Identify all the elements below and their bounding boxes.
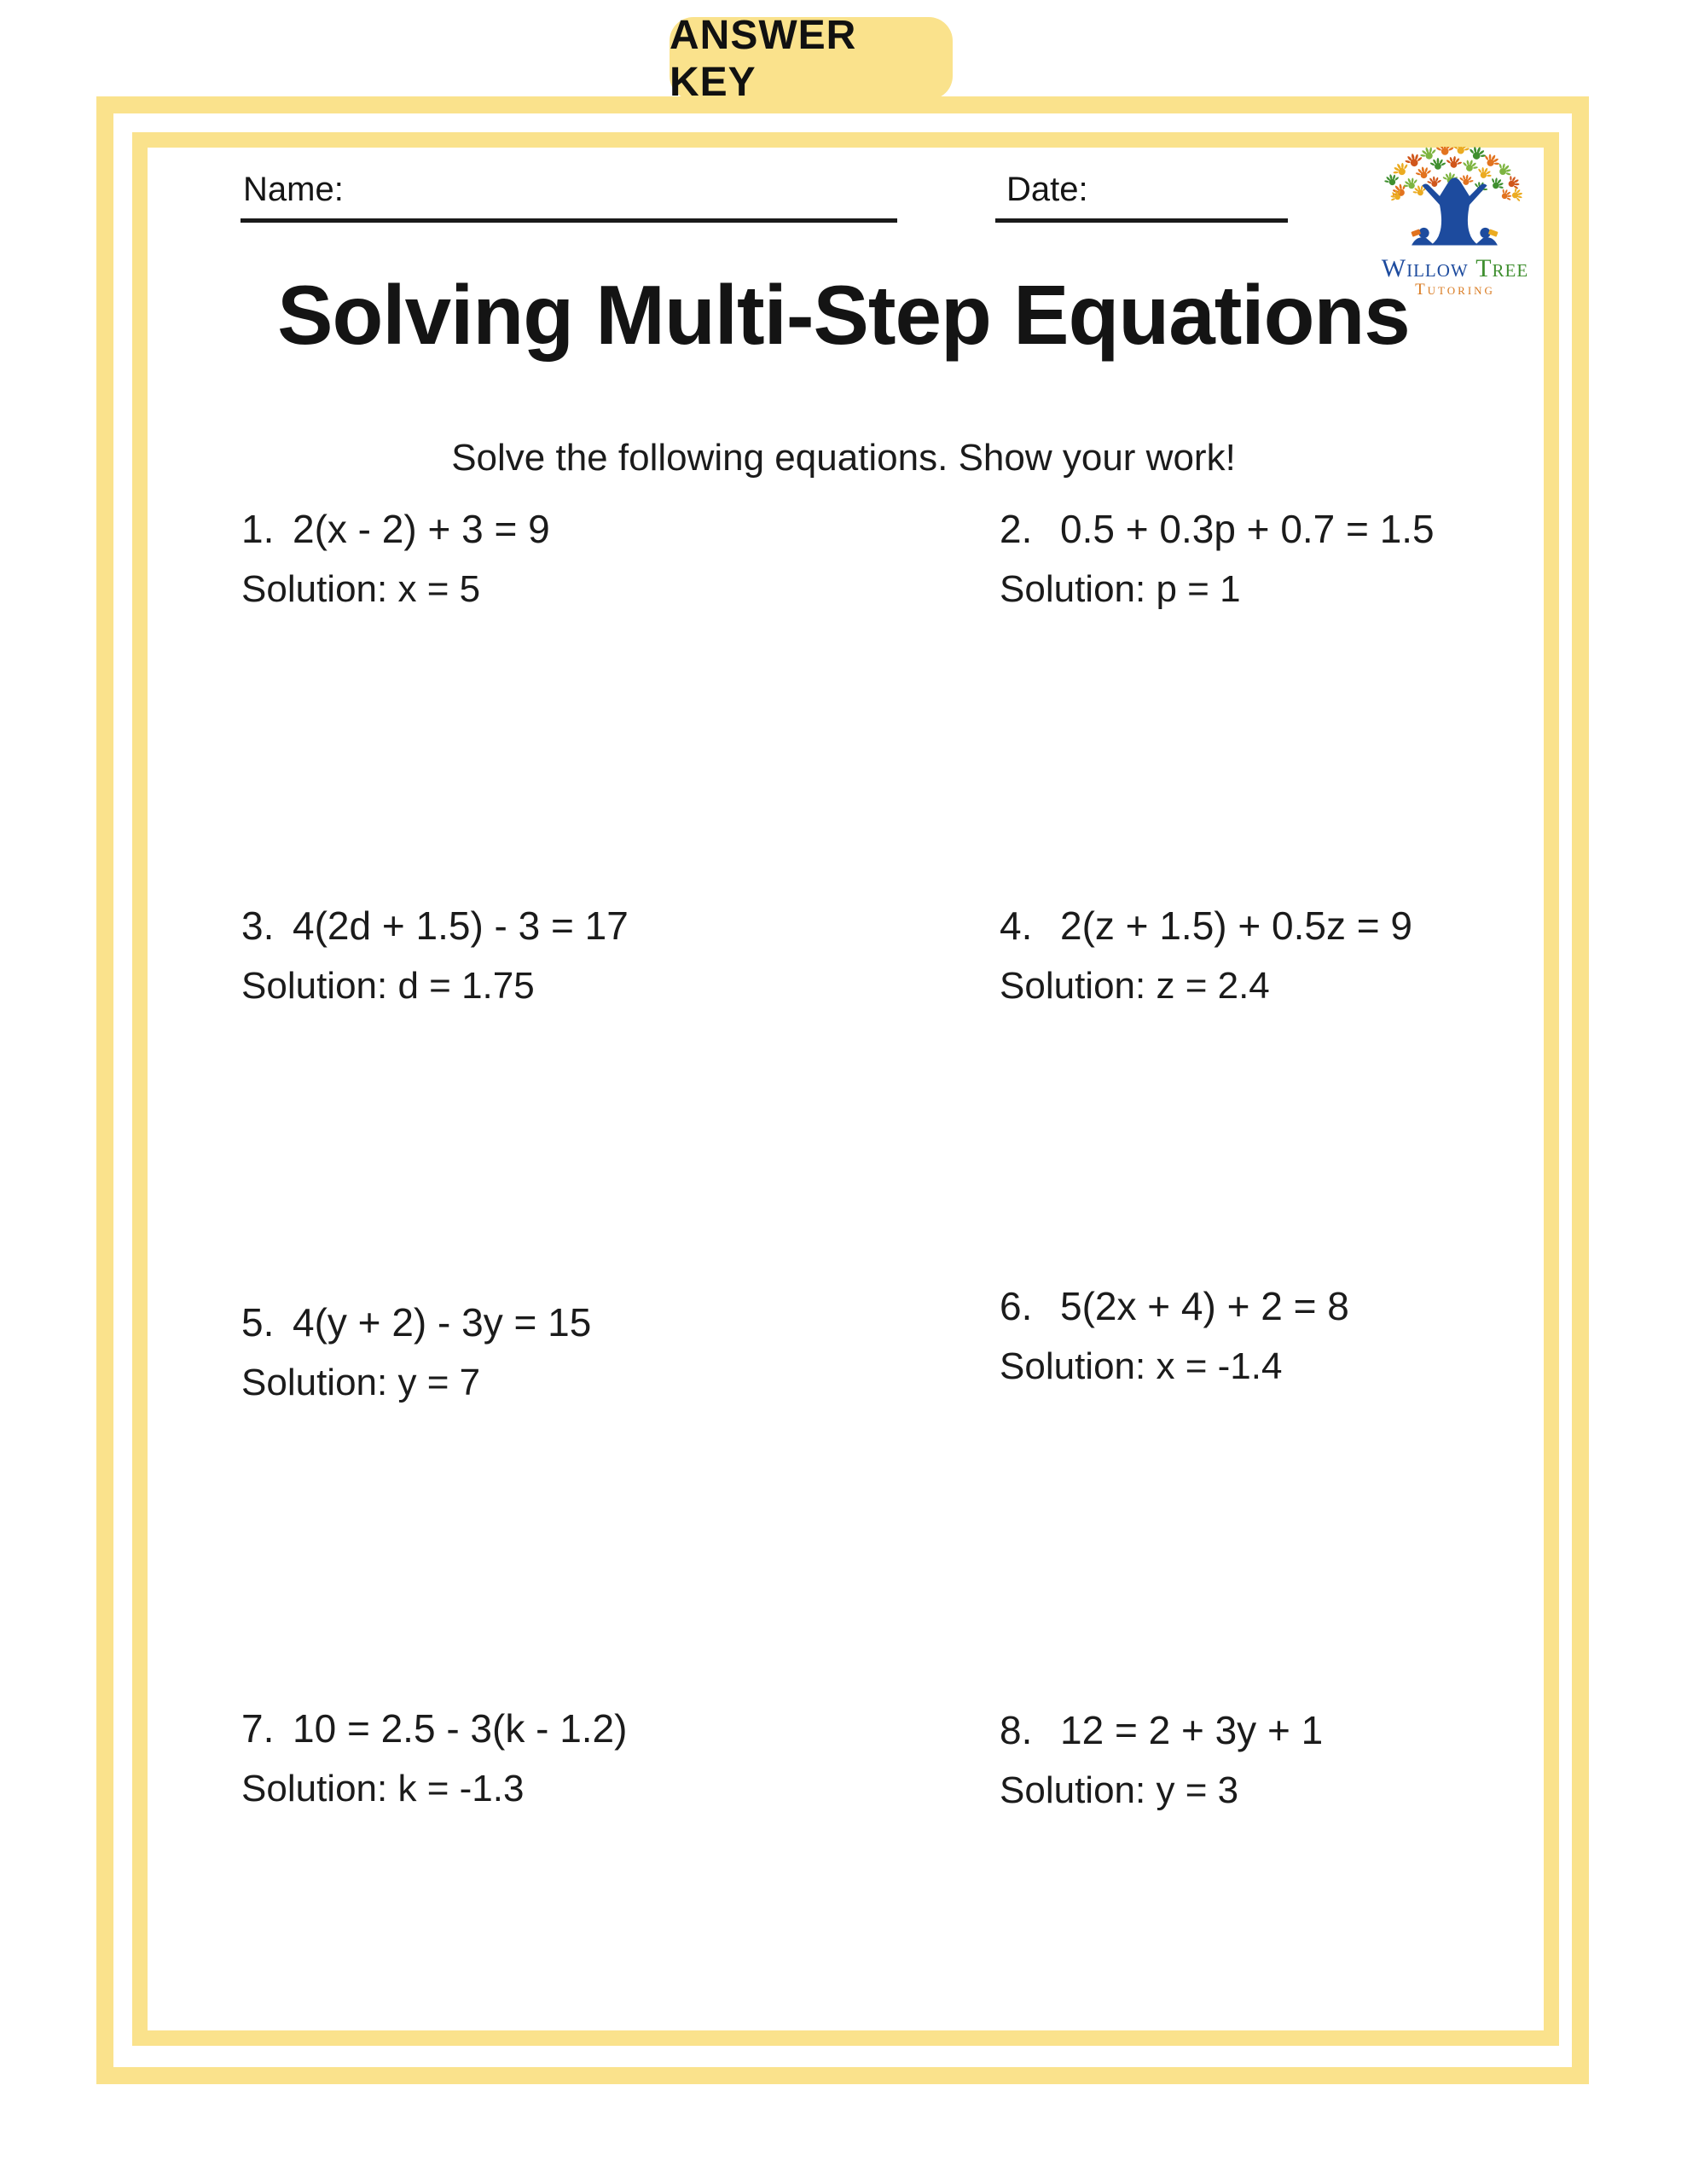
date-blank-line — [995, 218, 1288, 223]
solution-label: Solution: — [1000, 1345, 1146, 1387]
problem-2 — [1000, 505, 1435, 612]
problem-number: 4. — [1000, 903, 1033, 948]
solution-value: x = -1.4 — [1156, 1345, 1283, 1387]
answer-key-label: ANSWER KEY — [670, 12, 857, 105]
solution-label: Solution: — [241, 1768, 388, 1809]
name-label: Name: — [243, 171, 344, 208]
problem-number: 3. — [241, 903, 275, 948]
problem-equation: 12 = 2 + 3y + 1 — [1060, 1708, 1324, 1752]
solution-value: d = 1.75 — [397, 965, 535, 1007]
problem-equation: 4(y + 2) - 3y = 15 — [293, 1300, 592, 1345]
problem-number: 1. — [241, 507, 275, 551]
problem-number: 2. — [1000, 507, 1033, 551]
brand-word-willow: Willow — [1381, 254, 1469, 282]
problem-number: 6. — [1000, 1284, 1033, 1328]
brand-word-tree: Tree — [1475, 254, 1529, 282]
problem-equation: 10 = 2.5 - 3(k - 1.2) — [293, 1706, 628, 1751]
problem-number: 5. — [241, 1300, 275, 1345]
problem-equation: 0.5 + 0.3p + 0.7 = 1.5 — [1060, 507, 1435, 551]
problem-6 — [1000, 1282, 1349, 1389]
solution-label: Solution: — [241, 965, 388, 1007]
problem-3 — [241, 902, 629, 1008]
solution-value: z = 2.4 — [1156, 965, 1270, 1007]
problem-7 — [241, 1705, 627, 1811]
solution-value: y = 3 — [1156, 1769, 1239, 1811]
worksheet-instructions: Solve the following equations. Show your work! — [451, 437, 1236, 479]
solution-label: Solution: — [1000, 1769, 1146, 1811]
solution-value: x = 5 — [397, 568, 481, 610]
date-label: Date: — [1006, 171, 1088, 208]
brand-tagline: Tutoring — [1415, 281, 1495, 299]
problem-5 — [241, 1298, 591, 1405]
problem-equation: 5(2x + 4) + 2 = 8 — [1060, 1284, 1349, 1328]
problem-equation: 2(x - 2) + 3 = 9 — [293, 507, 550, 551]
answer-key-badge — [670, 12, 953, 105]
solution-label: Solution: — [241, 568, 388, 610]
willow-tree-logo-icon — [1378, 147, 1532, 254]
problem-number: 8. — [1000, 1708, 1033, 1752]
name-blank-line — [241, 218, 897, 223]
solution-value: y = 7 — [397, 1362, 481, 1403]
problem-equation: 4(2d + 1.5) - 3 = 17 — [293, 903, 629, 948]
problem-number: 7. — [241, 1706, 275, 1751]
worksheet-title: Solving Multi-Step Equations — [277, 268, 1410, 362]
problem-4 — [1000, 902, 1412, 1008]
problem-1 — [241, 505, 550, 612]
solution-value: k = -1.3 — [397, 1768, 525, 1809]
solution-label: Solution: — [241, 1362, 388, 1403]
tree-trunk — [1422, 177, 1487, 245]
solution-value: p = 1 — [1156, 568, 1241, 610]
problem-equation: 2(z + 1.5) + 0.5z = 9 — [1060, 903, 1412, 948]
problem-8 — [1000, 1706, 1323, 1813]
solution-label: Solution: — [1000, 568, 1146, 610]
solution-label: Solution: — [1000, 965, 1146, 1007]
